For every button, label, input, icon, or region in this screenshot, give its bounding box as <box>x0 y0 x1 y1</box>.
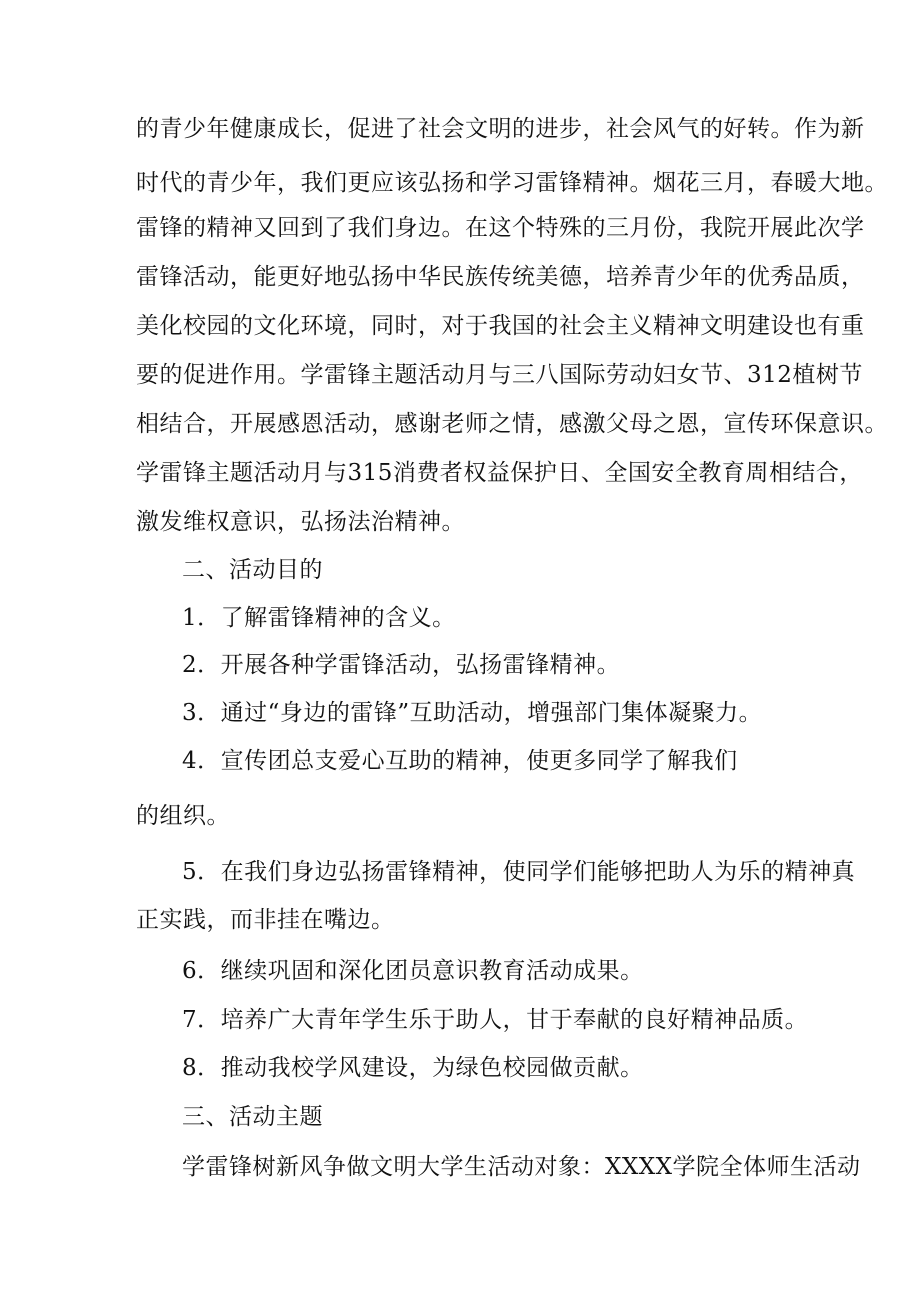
paragraph-line: 要的促进作用。学雷锋主题活动月与三八国际劳动妇女节、312植树节 <box>136 362 863 388</box>
paragraph-line: 学雷锋树新风争做文明大学生活动对象：XXXX学院全体师生活动 <box>182 1154 861 1180</box>
list-item: 5．在我们身边弘扬雷锋精神，使同学们能够把助人为乐的精神真 <box>182 859 856 885</box>
paragraph-line: 学雷锋主题活动月与315消费者权益保护日、全国安全教育周相结合， <box>136 460 863 486</box>
list-item-continuation: 的组织。 <box>136 803 230 829</box>
list-item-continuation: 正实践，而非挂在嘴边。 <box>136 907 395 933</box>
list-item: 7．培养广大青年学生乐于助人，甘于奉献的良好精神品质。 <box>182 1007 809 1033</box>
section-heading: 三、活动主题 <box>182 1104 323 1130</box>
paragraph-line: 相结合，开展感恩活动，感谢老师之情，感激父母之恩，宣传环保意识。 <box>136 411 888 437</box>
list-item: 2．开展各种学雷锋活动，弘扬雷锋精神。 <box>182 652 621 678</box>
paragraph-line: 的青少年健康成长，促进了社会文明的进步，社会风气的好转。作为新 <box>136 116 865 142</box>
paragraph-line: 美化校园的文化环境，同时，对于我国的社会主义精神文明建设也有重 <box>136 313 865 339</box>
section-heading: 二、活动目的 <box>182 557 323 583</box>
paragraph-line: 时代的青少年，我们更应该弘扬和学习雷锋精神。烟花三月，春暖大地。 <box>136 170 888 196</box>
list-item: 3．通过“身边的雷锋”互助活动，增强部门集体凝聚力。 <box>182 700 763 726</box>
paragraph-line: 雷锋的精神又回到了我们身边。在这个特殊的三月份，我院开展此次学 <box>136 215 865 241</box>
list-item: 6．继续巩固和深化团员意识教育活动成果。 <box>182 958 644 984</box>
paragraph-line: 激发维权意识，弘扬法治精神。 <box>136 509 465 535</box>
list-item: 4．宣传团总支爱心互助的精神，使更多同学了解我们 <box>182 748 738 774</box>
list-item: 1．了解雷锋精神的含义。 <box>182 605 456 631</box>
list-item: 8．推动我校学风建设，为绿色校园做贡献。 <box>182 1055 644 1081</box>
paragraph-line: 雷锋活动，能更好地弘扬中华民族传统美德，培养青少年的优秀品质， <box>136 264 865 290</box>
